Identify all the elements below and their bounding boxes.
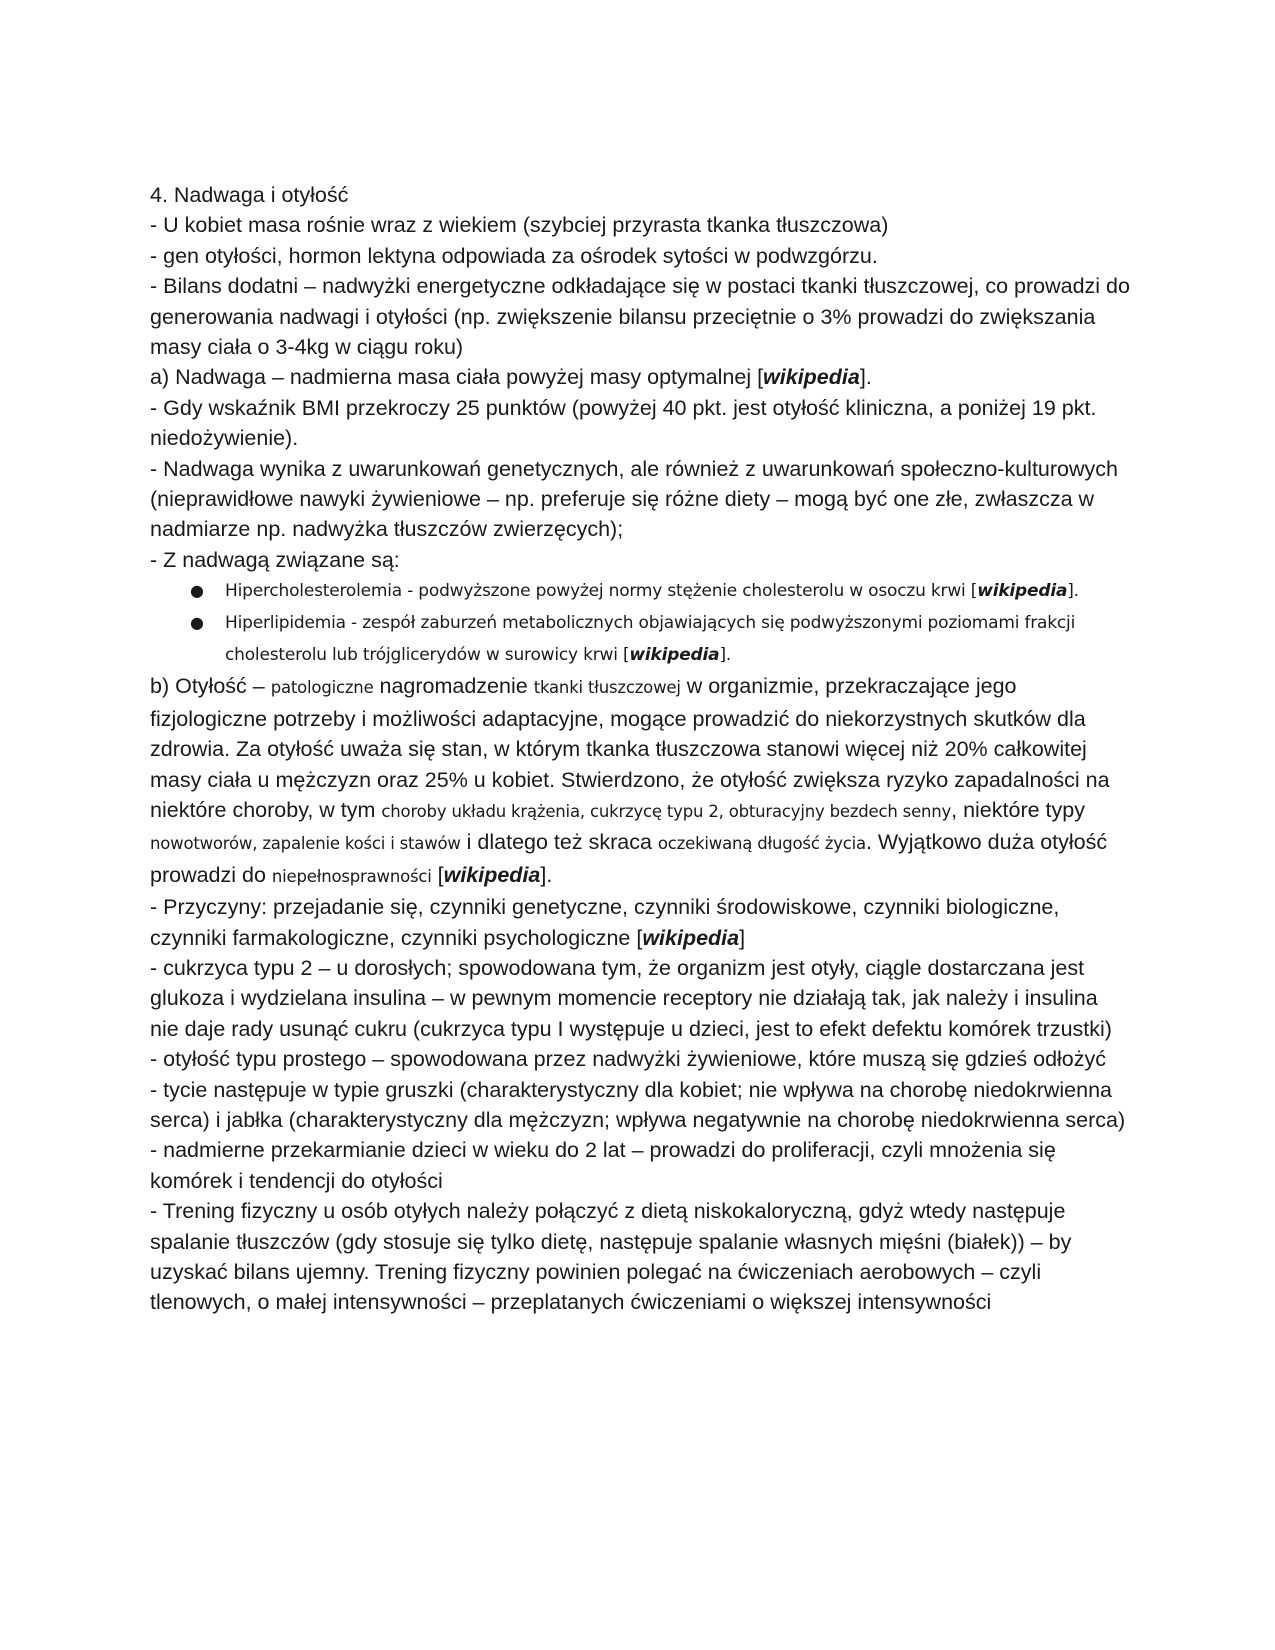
obesity-link-life-expectancy: oczekiwaną długość życia (657, 834, 866, 854)
bullet-icon: ● (190, 581, 204, 601)
obesity-link-disability: niepełnosprawności (271, 866, 432, 886)
paragraph-overweight-causes: - Nadwaga wynika z uwarunkowań genetycznych, ale również z uwarunkowań społeczno-kulturowych (nieprawidłowe nawyki żywieniowe – np. preferuje się różne diety – mogą być one złe, zwłaszcza w nadmiarze np. nadwyżka tłuszczów zwierzęcych); (150, 456, 1118, 542)
wikipedia-citation: wikipedia (443, 862, 541, 887)
paragraph-body-shape: - tycie następuje w typie gruszki (charakterystyczny dla kobiet; nie wpływa na chorobę niedokrwienna serca) i jabłka (charakterystyczny dla mężczyzn; wpływa negatywnie na chorobę niedokrwienna serca) (150, 1077, 1126, 1132)
paragraph-bmi: - Gdy wskaźnik BMI przekroczy 25 punktów (powyżej 40 pkt. jest otyłość kliniczna, a poniżej 19 pkt. niedożywienie). (150, 395, 1097, 451)
overweight-text: a) Nadwaga – nadmierna masa ciała powyżej masy optymalnej [ (150, 365, 764, 390)
obesity-text: w organizmie, przekraczające jego fizjologiczne potrzeby i możliwości adaptacyjne, mogące prowadzić do niekorzystnych skutków dla zdrowia. Za otyłość uważa się stan, w którym tkanka tłuszczowa stanowi więcej niż 20% całkowitej masy ciała u mężczyzn oraz 25% u kobiet. Stwierdzono, że otyłość zwiększa ryzyko zapadalności na niektóre choroby, w tym (150, 674, 1110, 822)
obesity-link-pathological: patologiczne (270, 678, 374, 698)
list-item-text: Hiperlipidemia - zespół zaburzeń metabolicznych objawiających się podwyższonymi poziomami frakcji cholesterolu lub trójglicerydów w surowicy krwi [ (225, 613, 1076, 666)
wikipedia-citation: wikipedia (977, 581, 1068, 602)
wikipedia-citation: wikipedia (629, 645, 720, 666)
list-item-text: Hipercholesterolemia - podwyższone powyżej normy stężenie cholesterolu w osoczu krwi [ (225, 581, 978, 602)
paragraph-causes (150, 892, 1130, 953)
obesity-text: , (718, 801, 729, 821)
bullet-icon: ● (190, 613, 204, 633)
paragraph-obesity-definition (150, 671, 1130, 892)
paragraph-related-conditions: - Z nadwagą związane są: (150, 547, 400, 572)
paragraph-diabetes: - cukrzyca typu 2 – u dorosłych; spowodowana tym, że organizm jest otyły, ciągle dostarczana jest glukoza i wydzielana insulina – w pewnym momencie receptory nie działają tak, jak należy i insulina nie daje rady usunąć cukru (cukrzyca typu I występuje u dzieci, jest to efekt defektu komórek trzustki) (150, 955, 1112, 1041)
obesity-link-adipose-tissue: tkanki tłuszczowej (533, 678, 681, 698)
paragraph-obesity-gene: - gen otyłości, hormon lektyna odpowiada za ośrodek sytości w podwzgórzu. (150, 243, 878, 268)
causes-text: - Przyczyny: przejadanie się, czynniki genetyczne, czynniki środowiskowe, czynniki biologiczne, czynniki farmakologiczne, czynniki psychologiczne [ (150, 895, 1060, 950)
conditions-list (150, 575, 1130, 671)
paragraph-simple-obesity: - otyłość typu prostego – spowodowana przez nadwyżki żywieniowe, które muszą się gdzieś odłożyć (150, 1047, 1107, 1072)
obesity-link-cancers: nowotworów (150, 834, 253, 854)
citation-close: ]. (540, 862, 553, 887)
obesity-link-sleep-apnea: obturacyjny bezdech senny (728, 801, 952, 821)
list-item (150, 575, 1130, 607)
obesity-text: i dlatego też skraca (460, 830, 658, 855)
obesity-text: , (579, 801, 590, 821)
obesity-text: , niektóre typy (951, 797, 1085, 822)
obesity-text: nagromadzenie (373, 674, 534, 699)
wikipedia-citation: wikipedia (763, 365, 860, 390)
paragraph-women-mass: - U kobiet masa rośnie wraz z wiekiem (szybciej przyrasta tkanka tłuszczowa) (150, 213, 889, 238)
list-item (150, 607, 1130, 671)
paragraph-child-overfeeding: - nadmierne przekarmianie dzieci w wieku do 2 lat – prowadzi do proliferacji, czyli mnożenia się komórek i tendencji do otyłości (150, 1138, 1056, 1193)
wikipedia-citation: wikipedia (642, 925, 740, 950)
paragraph-overweight-definition (150, 362, 1130, 392)
obesity-text: [ (431, 862, 444, 887)
citation-close: ]. (719, 645, 732, 666)
obesity-text: . Wyjątkowo duża otyłość prowadzi do (150, 830, 1108, 887)
section-heading: 4. Nadwaga i otyłość (150, 183, 349, 207)
citation-close: ]. (859, 365, 872, 390)
obesity-text: b) Otyłość – (150, 674, 271, 699)
obesity-link-circulatory: choroby układu krążenia (381, 801, 580, 821)
obesity-link-diabetes: cukrzycę typu 2 (589, 801, 719, 821)
obesity-text: , (252, 834, 263, 854)
paragraph-positive-balance: - Bilans dodatni – nadwyżki energetyczne odkładające się w postaci tkanki tłuszczowej, co prowadzi do generowania nadwagi i otyłości (np. zwiększenie bilansu przeciętnie o 3% prowadzi do zwiększania masy ciała o 3-4kg w ciągu roku) (150, 274, 1130, 360)
obesity-link-arthritis: zapalenie kości i stawów (262, 834, 461, 854)
paragraph-physical-training: - Trening fizyczny u osób otyłych należy połączyć z dietą niskokaloryczną, gdyż wtedy następuje spalanie tłuszczów (gdy stosuje się tylko dietę, następuje spalanie własnych mięśni (białek)) – by uzyskać bilans ujemny. Trening fizyczny powinien polegać na ćwiczeniach aerobowych – czyli tlenowych, o małej intensywności – przeplatanych ćwiczeniami o większej intensywności (150, 1199, 1072, 1315)
document-page (150, 180, 1130, 1318)
citation-close: ]. (1067, 581, 1079, 602)
citation-close: ] (739, 925, 746, 950)
